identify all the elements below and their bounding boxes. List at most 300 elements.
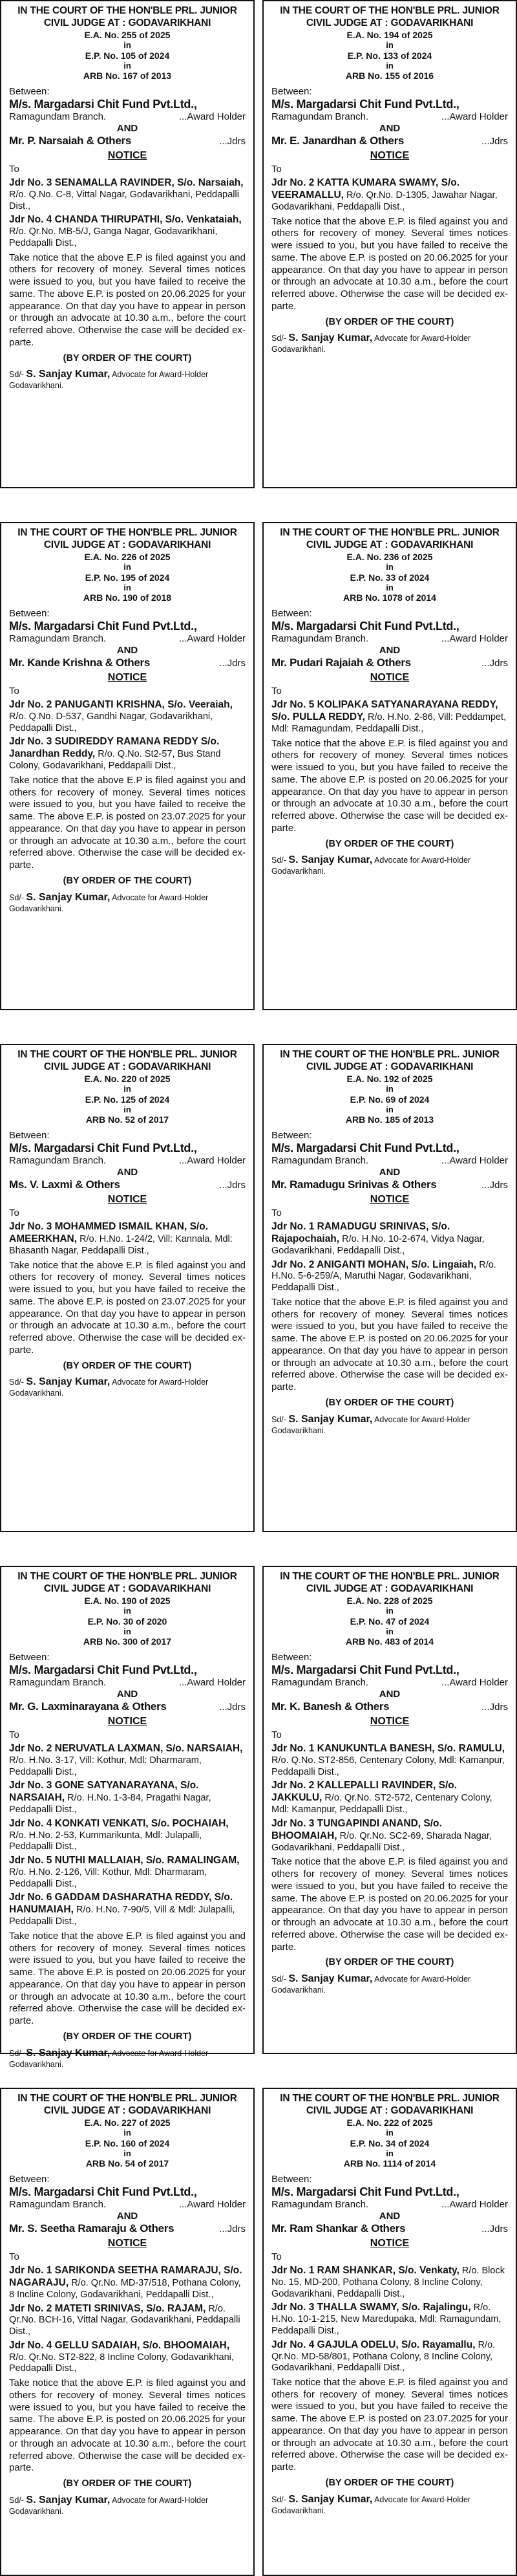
in-label: in: [386, 583, 394, 593]
branch-name: Ramagundam Branch.: [9, 1154, 107, 1166]
notice-body: Take notice that the above E.P is filed against you and others for recovery of money. Several times notices were issued to you, but you have failed to receive the same. The above E.P. is posted on 23.07.2025 for your appearance. On that day you have to appear in person or through an advocate at 10.30 a.m., before the court referred above. Otherwise the case will be decided ex-parte.: [9, 774, 246, 871]
ea-number: E.A. No. 236 of 2025: [346, 551, 433, 562]
judgment-debtor: [9, 2340, 246, 2375]
judgment-debtor: [9, 214, 246, 249]
ea-number: E.A. No. 227 of 2025: [84, 2117, 171, 2128]
ea-number: E.A. No. 226 of 2025: [84, 551, 171, 562]
to-label: To: [9, 2251, 19, 2262]
respondent-name: Mr. G. Laxminarayana & Others: [9, 1700, 167, 1713]
sign-name: S. Sanjay Kumar,: [288, 2493, 373, 2505]
judgment-debtor-address: R/o. Qr.No. SC2-69, Sharada Nagar, Godavarikhani, Peddapalli Dist.,: [271, 1830, 492, 1853]
notice-body: Take notice that the above E.P. is filed against you and others for recovery of money. Several times notices were issued to you, but you have failed to receive the same. The above E.P. is posted on 23.07.2025 for your appearance. On that day you have to appear in person or through an advocate at 10.30 a.m., before the court referred above. Otherwise the case will be decided ex-parte.: [271, 2376, 508, 2473]
sign-name: S. Sanjay Kumar,: [288, 854, 373, 866]
judgment-debtor: [271, 1221, 508, 1257]
to-label: To: [9, 163, 19, 175]
branch-name: Ramagundam Branch.: [9, 2198, 107, 2210]
award-holder-role: ...Award Holder: [178, 2198, 246, 2210]
judgment-debtor-name: Jdr No. 3 MOHAMMED ISMAIL KHAN, S/o. AMEERKHAN,: [9, 1221, 209, 1244]
judgment-debtor-address: R/o. H.No. 5-6-259/A, Maruthi Nagar, Godavarikhani, Peddapalli Dist.,: [271, 1259, 496, 1293]
arb-number: ARB No. 167 of 2013: [83, 70, 172, 81]
court-notice: [262, 1044, 517, 1532]
respondent-name: Mr. S. Seetha Ramaraju & Others: [9, 2222, 174, 2235]
judgment-debtors: [271, 177, 508, 213]
respondent-row: [271, 1700, 508, 1714]
court-heading: IN THE COURT OF THE HON'BLE PRL. JUNIOR CIVIL JUDGE AT : GODAVARIKHANI: [280, 2093, 500, 2116]
between-label: Between:: [9, 1651, 50, 1663]
branch-row: [9, 111, 246, 123]
branch-name: Ramagundam Branch.: [9, 111, 107, 122]
ea-number: E.A. No. 228 of 2025: [346, 1595, 433, 1606]
notice-title: NOTICE: [370, 1716, 410, 1727]
jdrs-role: ...Jdrs: [481, 658, 508, 669]
signature: [9, 891, 246, 915]
branch-row: [271, 1677, 508, 1689]
to-label: To: [271, 685, 282, 697]
signature: [9, 1376, 246, 1399]
sign-prefix: Sd/-: [9, 370, 24, 380]
in-label: in: [123, 1084, 131, 1094]
award-holder-role: ...Award Holder: [441, 2198, 508, 2210]
sign-prefix: Sd/-: [271, 856, 286, 865]
sign-name: S. Sanjay Kumar,: [26, 2494, 111, 2506]
judgment-debtor: [271, 2339, 508, 2374]
between-label: Between:: [9, 1129, 50, 1141]
between-label: Between:: [271, 1651, 312, 1663]
to-label: To: [271, 1729, 282, 1740]
by-order: (BY ORDER OF THE COURT): [325, 838, 454, 849]
judgment-debtor-address: R/o. H.No. 2-86, Vill: Peddampet, Mdl: Ramagundam, Peddapalli Dist.,: [271, 711, 507, 734]
signature: [271, 1413, 508, 1436]
notice-body: Take notice that the above E.P. is filed against you and others for recovery of money. Several times notices were issued to you, but you have failed to receive the same. The above E.P. is posted on 23.07.2025 for your appearance. On that day you have to appear in person or through an advocate at 10.30 a.m., before the court referred above. Otherwise the case will be decided ex-parte.: [9, 1259, 246, 1356]
between-label: Between:: [9, 85, 50, 97]
judgment-debtor-address: R/o. Qr.No. MD-37/518, Pothana Colony, 8 Incline Colony, Godavarikhani, Peddapalli Dist.,: [9, 2277, 241, 2300]
judgment-debtor-address: R/o. Block No. 15, MD-200, Pothana Colony, 8 Incline Colony, Godavarikhani, Peddapalli Dist.,: [271, 2266, 505, 2299]
in-label: in: [123, 1606, 131, 1616]
by-order: (BY ORDER OF THE COURT): [63, 2031, 192, 2042]
court-notice: [262, 522, 517, 1010]
in-label: in: [123, 2128, 131, 2138]
signature: [9, 2047, 246, 2070]
sign-prefix: Sd/-: [271, 334, 286, 343]
judgment-debtor: [9, 1818, 246, 1853]
respondent-row: [9, 656, 246, 670]
notice-body: Take notice that the above E.P. is filed against you and others for recovery of money. Several times notices were issued to you, but you have failed to receive the same. The above E.P. is posted on 20.06.2025 for your appearance. On that day you have to appear in person or through an advocate at 10.30 a.m., before the court referred above. Otherwise the case will be decided ex-parte.: [9, 2377, 246, 2474]
ep-number: E.P. No. 30 of 2020: [87, 1616, 167, 1627]
award-holder-name: M/s. Margadarsi Chit Fund Pvt.Ltd.,: [271, 98, 459, 111]
branch-name: Ramagundam Branch.: [271, 2198, 369, 2210]
in-label: in: [386, 1084, 394, 1094]
by-order: (BY ORDER OF THE COURT): [63, 2478, 192, 2489]
judgment-debtor: [271, 2265, 508, 2300]
sign-place: Godavarikhani.: [271, 2506, 326, 2515]
sign-name: S. Sanjay Kumar,: [26, 369, 111, 380]
ep-number: E.P. No. 125 of 2024: [85, 1094, 170, 1105]
judgment-debtor-name: Jdr No. 3 TUNGAPINDI ANAND, S/o. BHOOMAIAH,: [271, 1817, 442, 1841]
court-notice: [0, 522, 255, 1010]
branch-name: Ramagundam Branch.: [271, 1154, 369, 1166]
award-holder-name: M/s. Margadarsi Chit Fund Pvt.Ltd.,: [9, 1663, 197, 1677]
jdrs-role: ...Jdrs: [219, 2224, 246, 2235]
award-holder-name: M/s. Margadarsi Chit Fund Pvt.Ltd.,: [9, 98, 197, 111]
between-label: Between:: [271, 607, 312, 619]
sign-suffix: Advocate for Award-Holder: [112, 893, 209, 902]
in-label: in: [386, 2128, 394, 2138]
court-heading: IN THE COURT OF THE HON'BLE PRL. JUNIOR CIVIL JUDGE AT : GODAVARIKHANI: [17, 1571, 237, 1594]
judgment-debtor: [271, 2302, 508, 2337]
branch-name: Ramagundam Branch.: [9, 1676, 107, 1688]
judgment-debtor-address: R/o. H.No. 2-126, Vill: Kothur, Mdl: Dharmaram, Peddapalli Dist.,: [9, 1867, 207, 1889]
notice-body: Take notice that the above E.P. is filed against you and others for recovery of money. Several times notices were issued to you, but you have failed to receive the same. The above E.P. is posted on 20.06.2025 for your appearance. On that day you have to appear in person or through an advocate at 10.30 a.m., before the court referred above. Otherwise the case will be decided ex-parte.: [271, 737, 508, 834]
respondent-row: [271, 135, 508, 148]
notice-title: NOTICE: [107, 1716, 147, 1727]
ea-number: E.A. No. 222 of 2025: [346, 2117, 433, 2128]
and-label: AND: [379, 123, 401, 135]
sign-place: Godavarikhani.: [271, 867, 326, 876]
to-label: To: [9, 1207, 19, 1218]
signature: [9, 368, 246, 391]
jdrs-role: ...Jdrs: [481, 1702, 508, 1713]
notice-title: NOTICE: [370, 150, 410, 162]
judgment-debtor-address: R/o. H.No. 1-24/2, Vill: Kannala, Mdl: Bhasanth Nagar, Peddapalli Dist.,: [9, 1233, 233, 1256]
respondent-name: Mr. Ramadugu Srinivas & Others: [271, 1178, 437, 1191]
award-holder-name: M/s. Margadarsi Chit Fund Pvt.Ltd.,: [271, 620, 459, 633]
by-order: (BY ORDER OF THE COURT): [325, 1957, 454, 1968]
ea-number: E.A. No. 194 of 2025: [346, 29, 433, 40]
branch-row: [271, 1155, 508, 1167]
judgment-debtor: [9, 1743, 246, 1778]
judgment-debtor-address: R/o. Qr.No. MD-58/801, Pothana Colony, 8 Incline Colony, Godavarikhani, Peddapalli Dist.,: [271, 2339, 496, 2374]
between-label: Between:: [271, 1129, 312, 1141]
respondent-name: Ms. V. Laxmi & Others: [9, 1178, 120, 1191]
judgment-debtor-name: Jdr No. 2 KALLEPALLI RAVINDER, S/o. JAKKULU,: [271, 1780, 458, 1804]
branch-row: [271, 111, 508, 123]
sign-place: Godavarikhani.: [9, 1389, 64, 1398]
award-holder-role: ...Award Holder: [441, 1154, 508, 1166]
branch-name: Ramagundam Branch.: [9, 633, 107, 644]
award-holder-name: M/s. Margadarsi Chit Fund Pvt.Ltd.,: [9, 1142, 197, 1155]
and-label: AND: [379, 645, 401, 656]
judgment-debtor-address: R/o. Qr.No. D-1305, Jawahar Nagar, Godavarikhani, Peddapalli Dist.,: [271, 189, 498, 212]
by-order: (BY ORDER OF THE COURT): [325, 316, 454, 327]
court-heading: IN THE COURT OF THE HON'BLE PRL. JUNIOR CIVIL JUDGE AT : GODAVARIKHANI: [280, 1571, 500, 1594]
judgment-debtor-name: Jdr No. 4 CHANDA THIRUPATHI, S/o. Venkataiah,: [9, 214, 242, 226]
sign-place: Godavarikhani.: [271, 1425, 326, 1435]
respondent-row: [9, 2222, 246, 2236]
in-label: in: [386, 1627, 394, 1637]
judgment-debtor-address: R/o. Qr.No. MB-5/J, Ganga Nagar, Godavarikhani, Peddapalli Dist.,: [9, 226, 218, 248]
and-label: AND: [116, 1689, 138, 1700]
sign-suffix: Advocate for Award-Holder: [374, 334, 471, 343]
judgment-debtor-address: R/o. Qr.No. ST2-822, 8 Incline Colony, Godavarikhani, Peddapalli Dist.,: [9, 2352, 234, 2374]
notice-body: Take notice that the above E.P. is filed against you and others for recovery of money. Several times notices were issued to you, but you have failed to receive the same. The above E.P. is posted on 20.06.2025 for your appearance. On that day you have to appear in person or through an advocate at 10.30 a.m., before the court referred above. Otherwise the case will be decided ex-parte.: [271, 215, 508, 312]
sign-name: S. Sanjay Kumar,: [288, 1973, 373, 1984]
in-label: in: [386, 1105, 394, 1115]
arb-number: ARB No. 1078 of 2014: [343, 592, 436, 603]
ep-number: E.P. No. 105 of 2024: [85, 50, 170, 61]
in-label: in: [123, 1105, 131, 1115]
in-label: in: [123, 583, 131, 593]
signature: [271, 854, 508, 877]
and-label: AND: [379, 2211, 401, 2222]
ep-number: E.P. No. 34 of 2024: [350, 2138, 430, 2148]
notice-body: Take notice that the above E.P. is filed against you and others for recovery of money. Several times notices were issued to you, but you have failed to receive the same. The above E.P. is posted on 20.06.2025 for your appearance. On that day you have to appear in person or through an advocate at 10.30 a.m., before the court referred above. Otherwise the case will be decided ex-parte.: [9, 1930, 246, 2027]
respondent-name: Mr. K. Banesh & Others: [271, 1700, 390, 1713]
in-label: in: [123, 562, 131, 572]
judgment-debtor: [9, 736, 246, 772]
in-label: in: [386, 1606, 394, 1616]
in-label: in: [386, 562, 394, 572]
sign-prefix: Sd/-: [9, 2495, 24, 2505]
arb-number: ARB No. 185 of 2013: [345, 1114, 434, 1125]
court-notice: [262, 0, 517, 488]
sign-name: S. Sanjay Kumar,: [288, 1413, 373, 1425]
judgment-debtor-name: Jdr No. 4 GELLU SADAIAH, S/o. BHOOMAIAH,: [9, 2339, 230, 2351]
sign-prefix: Sd/-: [9, 2048, 24, 2058]
judgment-debtor: [271, 1259, 508, 1294]
between-label: Between:: [271, 2173, 312, 2185]
sign-suffix: Advocate for Award-Holder: [374, 1975, 471, 1984]
judgment-debtor-address: R/o. H.No. 10-1-215, New Maredupaka, Mdl: Ramagundam, Peddapalli Dist.,: [271, 2302, 501, 2336]
judgment-debtor-address: R/o. H.No. 1-3-84, Pragathi Nagar, Peddapalli Dist.,: [9, 1793, 211, 1815]
sign-suffix: Advocate for Award-Holder: [374, 1414, 471, 1424]
award-holder-name: M/s. Margadarsi Chit Fund Pvt.Ltd.,: [271, 1142, 459, 1155]
in-label: in: [386, 2148, 394, 2159]
and-label: AND: [116, 1167, 138, 1178]
respondent-row: [9, 135, 246, 148]
notice-title: NOTICE: [370, 1194, 410, 1206]
sign-place: Godavarikhani.: [9, 904, 64, 913]
court-heading: IN THE COURT OF THE HON'BLE PRL. JUNIOR CIVIL JUDGE AT : GODAVARIKHANI: [17, 1049, 237, 1072]
sign-name: S. Sanjay Kumar,: [288, 332, 373, 344]
sign-prefix: Sd/-: [271, 2495, 286, 2504]
judgment-debtor-name: Jdr No. 5 KOLIPAKA SATYANARAYANA REDDY, S/o. PULLA REDDY,: [271, 699, 498, 722]
between-label: Between:: [9, 607, 50, 619]
and-label: AND: [116, 123, 138, 135]
arb-number: ARB No. 190 of 2018: [83, 592, 172, 603]
notice-title: NOTICE: [107, 150, 147, 162]
judgment-debtor-name: Jdr No. 2 NERUVATLA LAXMAN, S/o. NARSAIAH,: [9, 1743, 243, 1755]
sign-suffix: Advocate for Award-Holder: [112, 2048, 209, 2058]
to-label: To: [271, 163, 282, 175]
jdrs-role: ...Jdrs: [481, 2224, 508, 2235]
ea-number: E.A. No. 190 of 2025: [84, 1595, 171, 1606]
between-label: Between:: [9, 2173, 50, 2185]
court-heading: IN THE COURT OF THE HON'BLE PRL. JUNIOR CIVIL JUDGE AT : GODAVARIKHANI: [280, 1049, 500, 1072]
judgment-debtor-name: Jdr No. 3 SENAMALLA RAVINDER, S/o. Narsaiah,: [9, 177, 244, 189]
branch-row: [271, 2199, 508, 2211]
court-notice: [262, 2088, 517, 2576]
court-notice: [262, 1566, 517, 2054]
judgment-debtors: [9, 1221, 246, 1257]
judgment-debtor: [271, 1818, 508, 1854]
branch-row: [271, 633, 508, 645]
sign-name: S. Sanjay Kumar,: [26, 891, 111, 903]
arb-number: ARB No. 54 of 2017: [85, 2158, 169, 2169]
jdrs-role: ...Jdrs: [219, 136, 246, 147]
judgment-debtors: [271, 2265, 508, 2374]
by-order: (BY ORDER OF THE COURT): [63, 1360, 192, 1371]
signature: [271, 332, 508, 355]
judgment-debtor: [9, 1780, 246, 1816]
judgment-debtor: [9, 699, 246, 734]
in-label: in: [123, 40, 131, 50]
sign-place: Godavarikhani.: [271, 345, 326, 354]
ep-number: E.P. No. 133 of 2024: [347, 50, 432, 61]
judgment-debtor-name: Jdr No. 6 GADDAM DASHARATHA REDDY, S/o. HANUMAIAH,: [9, 1892, 233, 1916]
sign-suffix: Advocate for Award-Holder: [112, 2495, 209, 2505]
award-holder-name: M/s. Margadarsi Chit Fund Pvt.Ltd.,: [271, 1663, 459, 1677]
sign-name: S. Sanjay Kumar,: [26, 1376, 111, 1388]
judgment-debtor: [271, 699, 508, 735]
judgment-debtor-address: R/o. H.No. 10-2-674, Vidya Nagar, Godavarikhani, Peddapalli Dist.,: [271, 1233, 485, 1256]
notice-body: Take notice that the above E.P is filed against you and others for recovery of money. Several times notices were issued to you, but you have failed to receive the same. The above E.P. is posted on 20.06.2025 for your appearance. On that day you have to appear in person or through an advocate at 10.30 a.m., before the court referred above. Otherwise the case will be decided ex-parte.: [9, 252, 246, 348]
respondent-row: [271, 656, 508, 670]
court-heading: IN THE COURT OF THE HON'BLE PRL. JUNIOR CIVIL JUDGE AT : GODAVARIKHANI: [17, 527, 237, 550]
judgment-debtor-address: R/o. Qr.No. ST2-572, Centenary Colony, Mdl: Kamanpur, Peddapalli Dist.,: [271, 1793, 492, 1815]
judgment-debtor-name: Jdr No. 1 KANUKUNTLA BANESH, S/o. RAMULU,: [271, 1743, 505, 1755]
ep-number: E.P. No. 160 of 2024: [85, 2138, 170, 2148]
court-notice: [0, 1566, 255, 2069]
judgment-debtor-address: R/o. Q.No. St2-57, Bus Stand Colony, Godavarikhani, Peddapalli Dist.,: [9, 749, 221, 772]
by-order: (BY ORDER OF THE COURT): [63, 875, 192, 886]
judgment-debtor-address: R/o. Q.No. ST2-856, Centenary Colony, Mdl: Kamanpur, Peddapalli Dist.,: [271, 1755, 505, 1777]
branch-name: Ramagundam Branch.: [271, 633, 369, 644]
respondent-row: [9, 1700, 246, 1714]
to-label: To: [9, 1729, 19, 1740]
signature: [271, 2493, 508, 2516]
judgment-debtor-address: R/o. Q.No. D-537, Gandhi Nagar, Godavarikhani, Peddapalli Dist.,: [9, 711, 213, 733]
sign-suffix: Advocate for Award-Holder: [374, 856, 471, 865]
sign-place: Godavarikhani.: [9, 2506, 64, 2516]
judgment-debtor: [271, 1780, 508, 1816]
sign-place: Godavarikhani.: [9, 381, 64, 391]
sign-place: Godavarikhani.: [271, 1986, 326, 1995]
judgment-debtors: [9, 2265, 246, 2375]
respondent-name: Mr. E. Janardhan & Others: [271, 135, 405, 147]
sign-prefix: Sd/-: [9, 1378, 24, 1387]
jdrs-role: ...Jdrs: [481, 136, 508, 147]
judgment-debtors: [271, 699, 508, 735]
by-order: (BY ORDER OF THE COURT): [63, 352, 192, 363]
and-label: AND: [116, 645, 138, 656]
court-notice: [0, 1044, 255, 1532]
respondent-row: [271, 2222, 508, 2236]
judgment-debtor: [271, 177, 508, 213]
judgment-debtors: [9, 177, 246, 250]
signature: [271, 1973, 508, 1996]
branch-name: Ramagundam Branch.: [271, 1676, 369, 1688]
judgment-debtors: [9, 1743, 246, 1928]
between-label: Between:: [271, 85, 312, 97]
award-holder-name: M/s. Margadarsi Chit Fund Pvt.Ltd.,: [271, 2185, 459, 2199]
by-order: (BY ORDER OF THE COURT): [325, 1397, 454, 1408]
judgment-debtor-address: R/o. H.No. 7-90/5, Vill & Mdl: Julapalli, Peddapalli Dist.,: [9, 1905, 235, 1927]
judgment-debtor: [9, 177, 246, 212]
court-heading: IN THE COURT OF THE HON'BLE PRL. JUNIOR CIVIL JUDGE AT : GODAVARIKHANI: [280, 5, 500, 28]
ep-number: E.P. No. 33 of 2024: [350, 572, 430, 583]
judgment-debtor-name: Jdr No. 4 GAJULA ODELU, S/o. Rayamallu,: [271, 2339, 476, 2350]
arb-number: ARB No. 483 of 2014: [345, 1636, 434, 1647]
and-label: AND: [379, 1689, 401, 1700]
in-label: in: [386, 40, 394, 50]
judgment-debtors: [9, 699, 246, 772]
notice-title: NOTICE: [370, 672, 410, 684]
sign-prefix: Sd/-: [271, 1975, 286, 1984]
judgment-debtor-name: Jdr No. 2 MATETI SRINIVAS, S/o. RAJAM,: [9, 2302, 206, 2314]
signature: [9, 2494, 246, 2517]
award-holder-role: ...Award Holder: [441, 1676, 508, 1688]
award-holder-role: ...Award Holder: [178, 1676, 246, 1688]
court-notice: [0, 2088, 255, 2576]
in-label: in: [123, 2148, 131, 2159]
arb-number: ARB No. 300 of 2017: [83, 1636, 172, 1647]
judgment-debtor-name: Jdr No. 4 KONKATI VENKATI, S/o. POCHAIAH,: [9, 1817, 229, 1829]
notice-title: NOTICE: [107, 672, 147, 684]
ea-number: E.A. No. 192 of 2025: [346, 1073, 433, 1084]
court-heading: IN THE COURT OF THE HON'BLE PRL. JUNIOR CIVIL JUDGE AT : GODAVARIKHANI: [17, 5, 237, 28]
ea-number: E.A. No. 255 of 2025: [84, 29, 171, 40]
and-label: AND: [116, 2211, 138, 2222]
ep-number: E.P. No. 69 of 2024: [350, 1094, 430, 1105]
respondent-name: Mr. Ram Shankar & Others: [271, 2222, 406, 2235]
in-label: in: [123, 1627, 131, 1637]
notice-body: Take notice that the above E.P. is filed against you and others for recovery of money. Several times notices were issued to you, but you have failed to receive the same. The above E.P. is posted on 20.06.2025 for your appearance. On that day you have to appear in person or through an advocate at 10.30 a.m., before the court referred above. Otherwise the case will be decided ex-parte.: [271, 1856, 508, 1953]
judgment-debtors: [271, 1221, 508, 1294]
judgment-debtors: [271, 1743, 508, 1854]
in-label: in: [386, 61, 394, 71]
judgment-debtor: [9, 1855, 246, 1890]
award-holder-role: ...Award Holder: [178, 633, 246, 644]
respondent-name: Mr. Kande Krishna & Others: [9, 656, 150, 669]
jdrs-role: ...Jdrs: [481, 1180, 508, 1191]
arb-number: ARB No. 52 of 2017: [85, 1114, 169, 1125]
court-notice: [0, 0, 255, 488]
award-holder-role: ...Award Holder: [178, 1154, 246, 1166]
sign-prefix: Sd/-: [271, 1414, 286, 1424]
notice-title: NOTICE: [107, 2238, 147, 2249]
judgment-debtor-name: Jdr No. 3 THALLA SWAMY, S/o. Rajalingu,: [271, 2302, 471, 2313]
respondent-row: [271, 1178, 508, 1192]
sign-name: S. Sanjay Kumar,: [26, 2047, 111, 2059]
award-holder-name: M/s. Margadarsi Chit Fund Pvt.Ltd.,: [9, 2185, 197, 2199]
sign-suffix: Advocate for Award-Holder: [112, 1378, 209, 1387]
judgment-debtor-name: Jdr No. 1 SARIKONDA SEETHA RAMARAJU, S/o. NAGARAJU,: [9, 2265, 242, 2288]
judgment-debtor-address: R/o. H.No. 3-17, Vill: Kothur, Mdl: Dharmaram, Peddapalli Dist.,: [9, 1755, 202, 1777]
judgment-debtor-name: Jdr No. 1 RAM SHANKAR, S/o. Venkaty,: [271, 2265, 459, 2277]
sign-suffix: Advocate for Award-Holder: [112, 370, 209, 380]
sign-suffix: Advocate for Award-Holder: [374, 2495, 471, 2504]
to-label: To: [271, 2251, 282, 2262]
to-label: To: [9, 685, 19, 697]
court-heading: IN THE COURT OF THE HON'BLE PRL. JUNIOR CIVIL JUDGE AT : GODAVARIKHANI: [280, 527, 500, 550]
award-holder-role: ...Award Holder: [441, 633, 508, 644]
respondent-name: Mr. Pudari Rajaiah & Others: [271, 656, 411, 669]
arb-number: ARB No. 155 of 2016: [345, 70, 434, 81]
by-order: (BY ORDER OF THE COURT): [325, 2477, 454, 2488]
judgment-debtor-name: Jdr No. 2 ANIGANTI MOHAN, S/o. Lingaiah,: [271, 1259, 477, 1270]
respondent-name: Mr. P. Narsaiah & Others: [9, 135, 132, 147]
judgment-debtor: [9, 2265, 246, 2301]
sign-place: Godavarikhani.: [9, 2059, 64, 2069]
judgment-debtor-name: Jdr No. 2 KATTA KUMARA SWAMY, S/o. VEERAMALLU,: [271, 177, 460, 200]
judgment-debtor: [9, 1221, 246, 1257]
judgment-debtor-name: Jdr No. 5 NUTHI MALLAIAH, S/o. RAMALINGAM,: [9, 1855, 240, 1867]
judgment-debtor-name: Jdr No. 2 PANUGANTI KRISHNA, S/o. Veeraiah,: [9, 699, 233, 711]
notice-title: NOTICE: [370, 2238, 410, 2249]
sign-prefix: Sd/-: [9, 893, 24, 902]
branch-name: Ramagundam Branch.: [271, 111, 369, 122]
court-heading: IN THE COURT OF THE HON'BLE PRL. JUNIOR CIVIL JUDGE AT : GODAVARIKHANI: [17, 2093, 237, 2116]
